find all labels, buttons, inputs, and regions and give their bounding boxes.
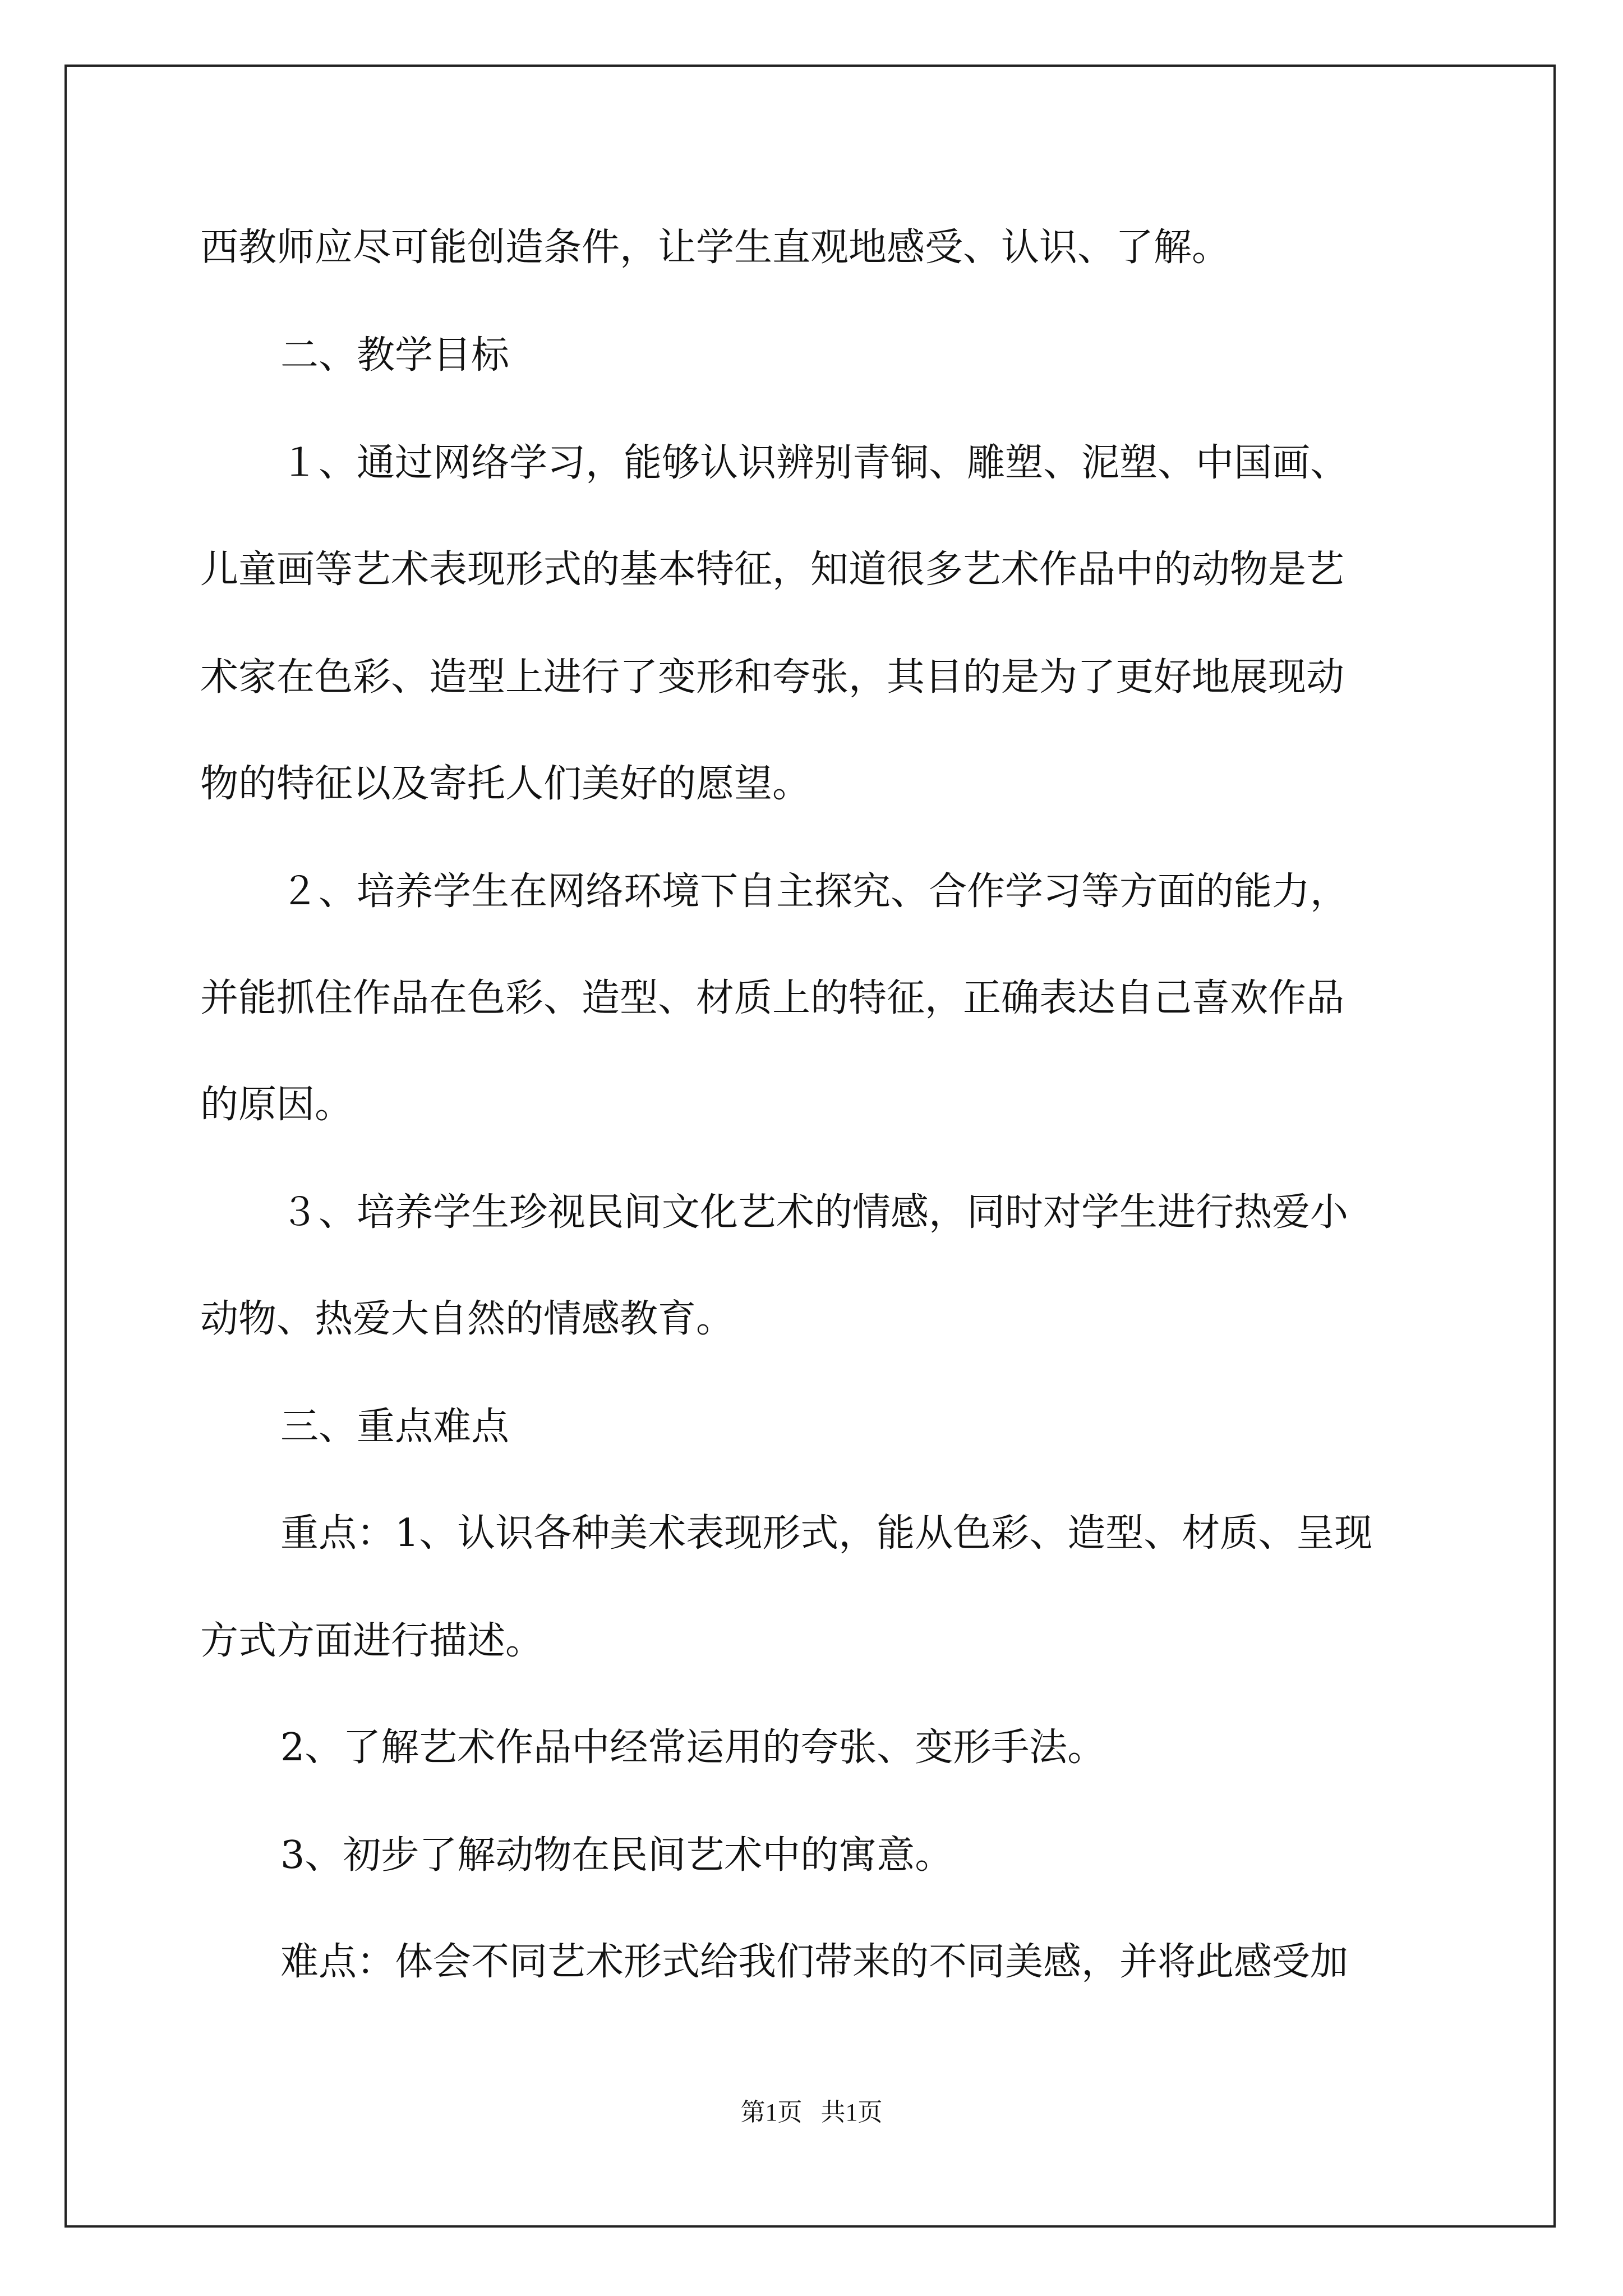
text-line: 西教师应尽可能创造条件，让学生直观地感受、认识、了解。 (200, 226, 1230, 270)
page-border (64, 65, 1556, 2228)
section-heading: 三、重点难点 (280, 1405, 510, 1449)
text-line: 物的特征以及寄托人们美好的愿望。 (200, 762, 811, 806)
section-heading: 二、教学目标 (280, 333, 510, 378)
text-line: 3、初步了解动物在民间艺术中的寓意。 (280, 1833, 953, 1878)
text-line: １、通过网络学习，能够认识辨别青铜、雕塑、泥塑、中国画、 (280, 441, 1349, 485)
text-line: 儿童画等艺术表现形式的基本特征，知道很多艺术作品中的动物是艺 (200, 547, 1345, 592)
text-line: ３、培养学生珍视民间文化艺术的情感，同时对学生进行热爱小 (280, 1190, 1349, 1235)
text-line: 难点：体会不同艺术形式给我们带来的不同美感，并将此感受加 (280, 1940, 1349, 1984)
text-line: 2、了解艺术作品中经常运用的夸张、变形手法。 (280, 1726, 1106, 1770)
text-line: ２、培养学生在网络环境下自主探究、合作学习等方面的能力， (280, 869, 1349, 914)
text-line: 动物、热爱大自然的情感教育。 (200, 1297, 735, 1341)
text-line: 并能抓住作品在色彩、造型、材质上的特征，正确表达自己喜欢作品 (200, 976, 1345, 1020)
text-line: 术家在色彩、造型上进行了变形和夸张，其目的是为了更好地展现动 (200, 655, 1345, 700)
text-line: 的原因。 (200, 1083, 353, 1127)
page-footer: 第1页 共1页 (740, 2099, 883, 2126)
text-line: 重点：1、认识各种美术表现形式，能从色彩、造型、材质、呈现 (280, 1511, 1373, 1556)
text-line: 方式方面进行描述。 (200, 1619, 544, 1663)
